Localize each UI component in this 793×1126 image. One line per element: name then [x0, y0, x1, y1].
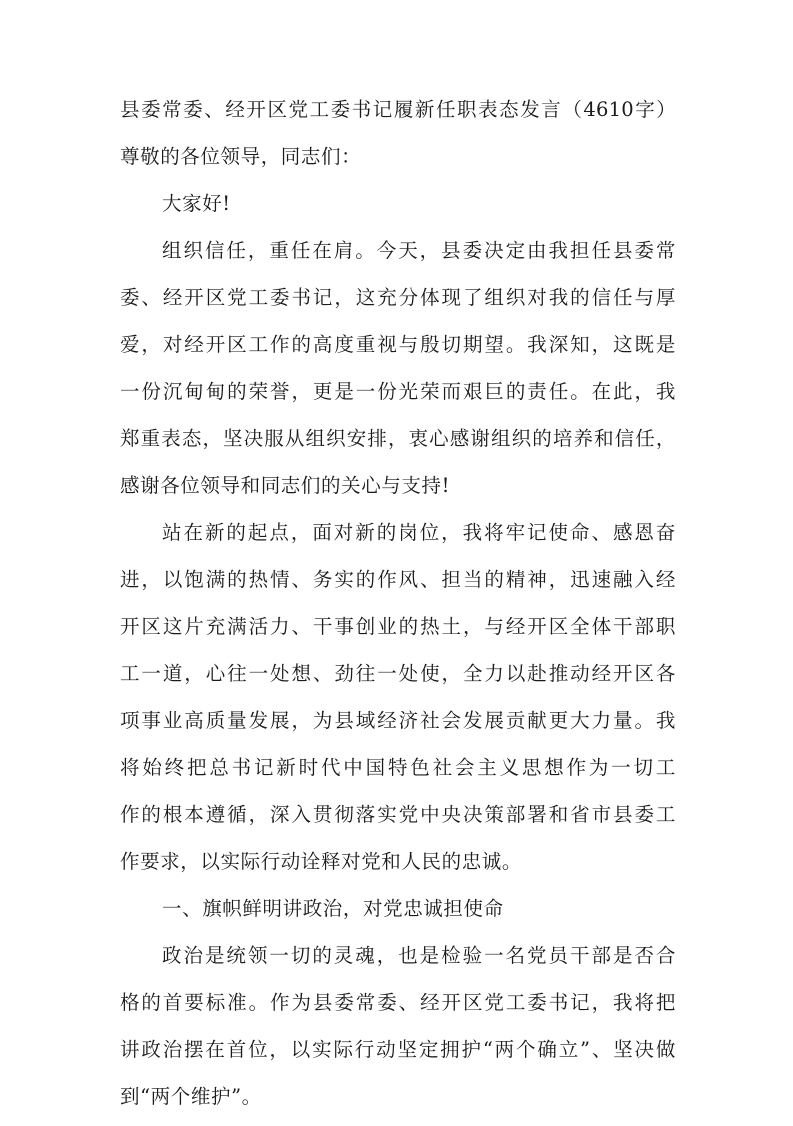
- document-body: [120, 92, 676, 1126]
- text-line: 感谢各位领导和同志们的关心与支持!: [120, 474, 451, 497]
- text-line: 开区这片充满活力、干事创业的热土，与经开区全体干部职: [120, 615, 676, 638]
- text-line: 组织信任，重任在肩。今天，县委决定由我担任县委常: [162, 239, 676, 262]
- text-line: 爱，对经开区工作的高度重视与殷切期望。我深知，这既是: [120, 333, 676, 356]
- text-line: 格的首要标准。作为县委常委、经开区党工委书记，我将把: [120, 991, 676, 1014]
- text-line: 站在新的起点，面对新的岗位，我将牢记使命、感恩奋: [162, 521, 676, 544]
- text-line: 作要求，以实际行动诠释对党和人民的忠诚。: [120, 850, 523, 873]
- text-line: 尊敬的各位领导，同志们：: [120, 145, 362, 168]
- text-line: 工一道，心往一处想、劲往一处使，全力以赴推动经开区各: [120, 662, 676, 685]
- text-line: 项事业高质量发展，为县域经济社会发展贡献更大力量。我: [120, 709, 676, 732]
- text-line: 一、旗帜鲜明讲政治，对党忠诚担使命: [162, 897, 504, 920]
- text-line: 政治是统领一切的灵魂，也是检验一名党员干部是否合: [162, 944, 676, 967]
- text-line: 大家好!: [162, 192, 231, 215]
- text-line: 讲政治摆在首位，以实际行动坚定拥护“两个确立”、坚决做: [120, 1038, 676, 1061]
- text-line: 郑重表态，坚决服从组织安排，衷心感谢组织的培养和信任，: [120, 427, 676, 450]
- text-line: 到“两个维护”。: [120, 1085, 262, 1108]
- text-line: 进，以饱满的热情、务实的作风、担当的精神，迅速融入经: [120, 568, 676, 591]
- text-line: 作的根本遵循，深入贯彻落实党中央决策部署和省市县委工: [120, 803, 676, 826]
- text-line: 将始终把总书记新时代中国特色社会主义思想作为一切工: [120, 756, 676, 779]
- text-line: 委、经开区党工委书记，这充分体现了组织对我的信任与厚: [120, 286, 676, 309]
- text-line: 一份沉甸甸的荣誉，更是一份光荣而艰巨的责任。在此，我: [120, 380, 676, 403]
- document-title: 县委常委、经开区党工委书记履新任职表态发言（4610字）: [120, 98, 676, 121]
